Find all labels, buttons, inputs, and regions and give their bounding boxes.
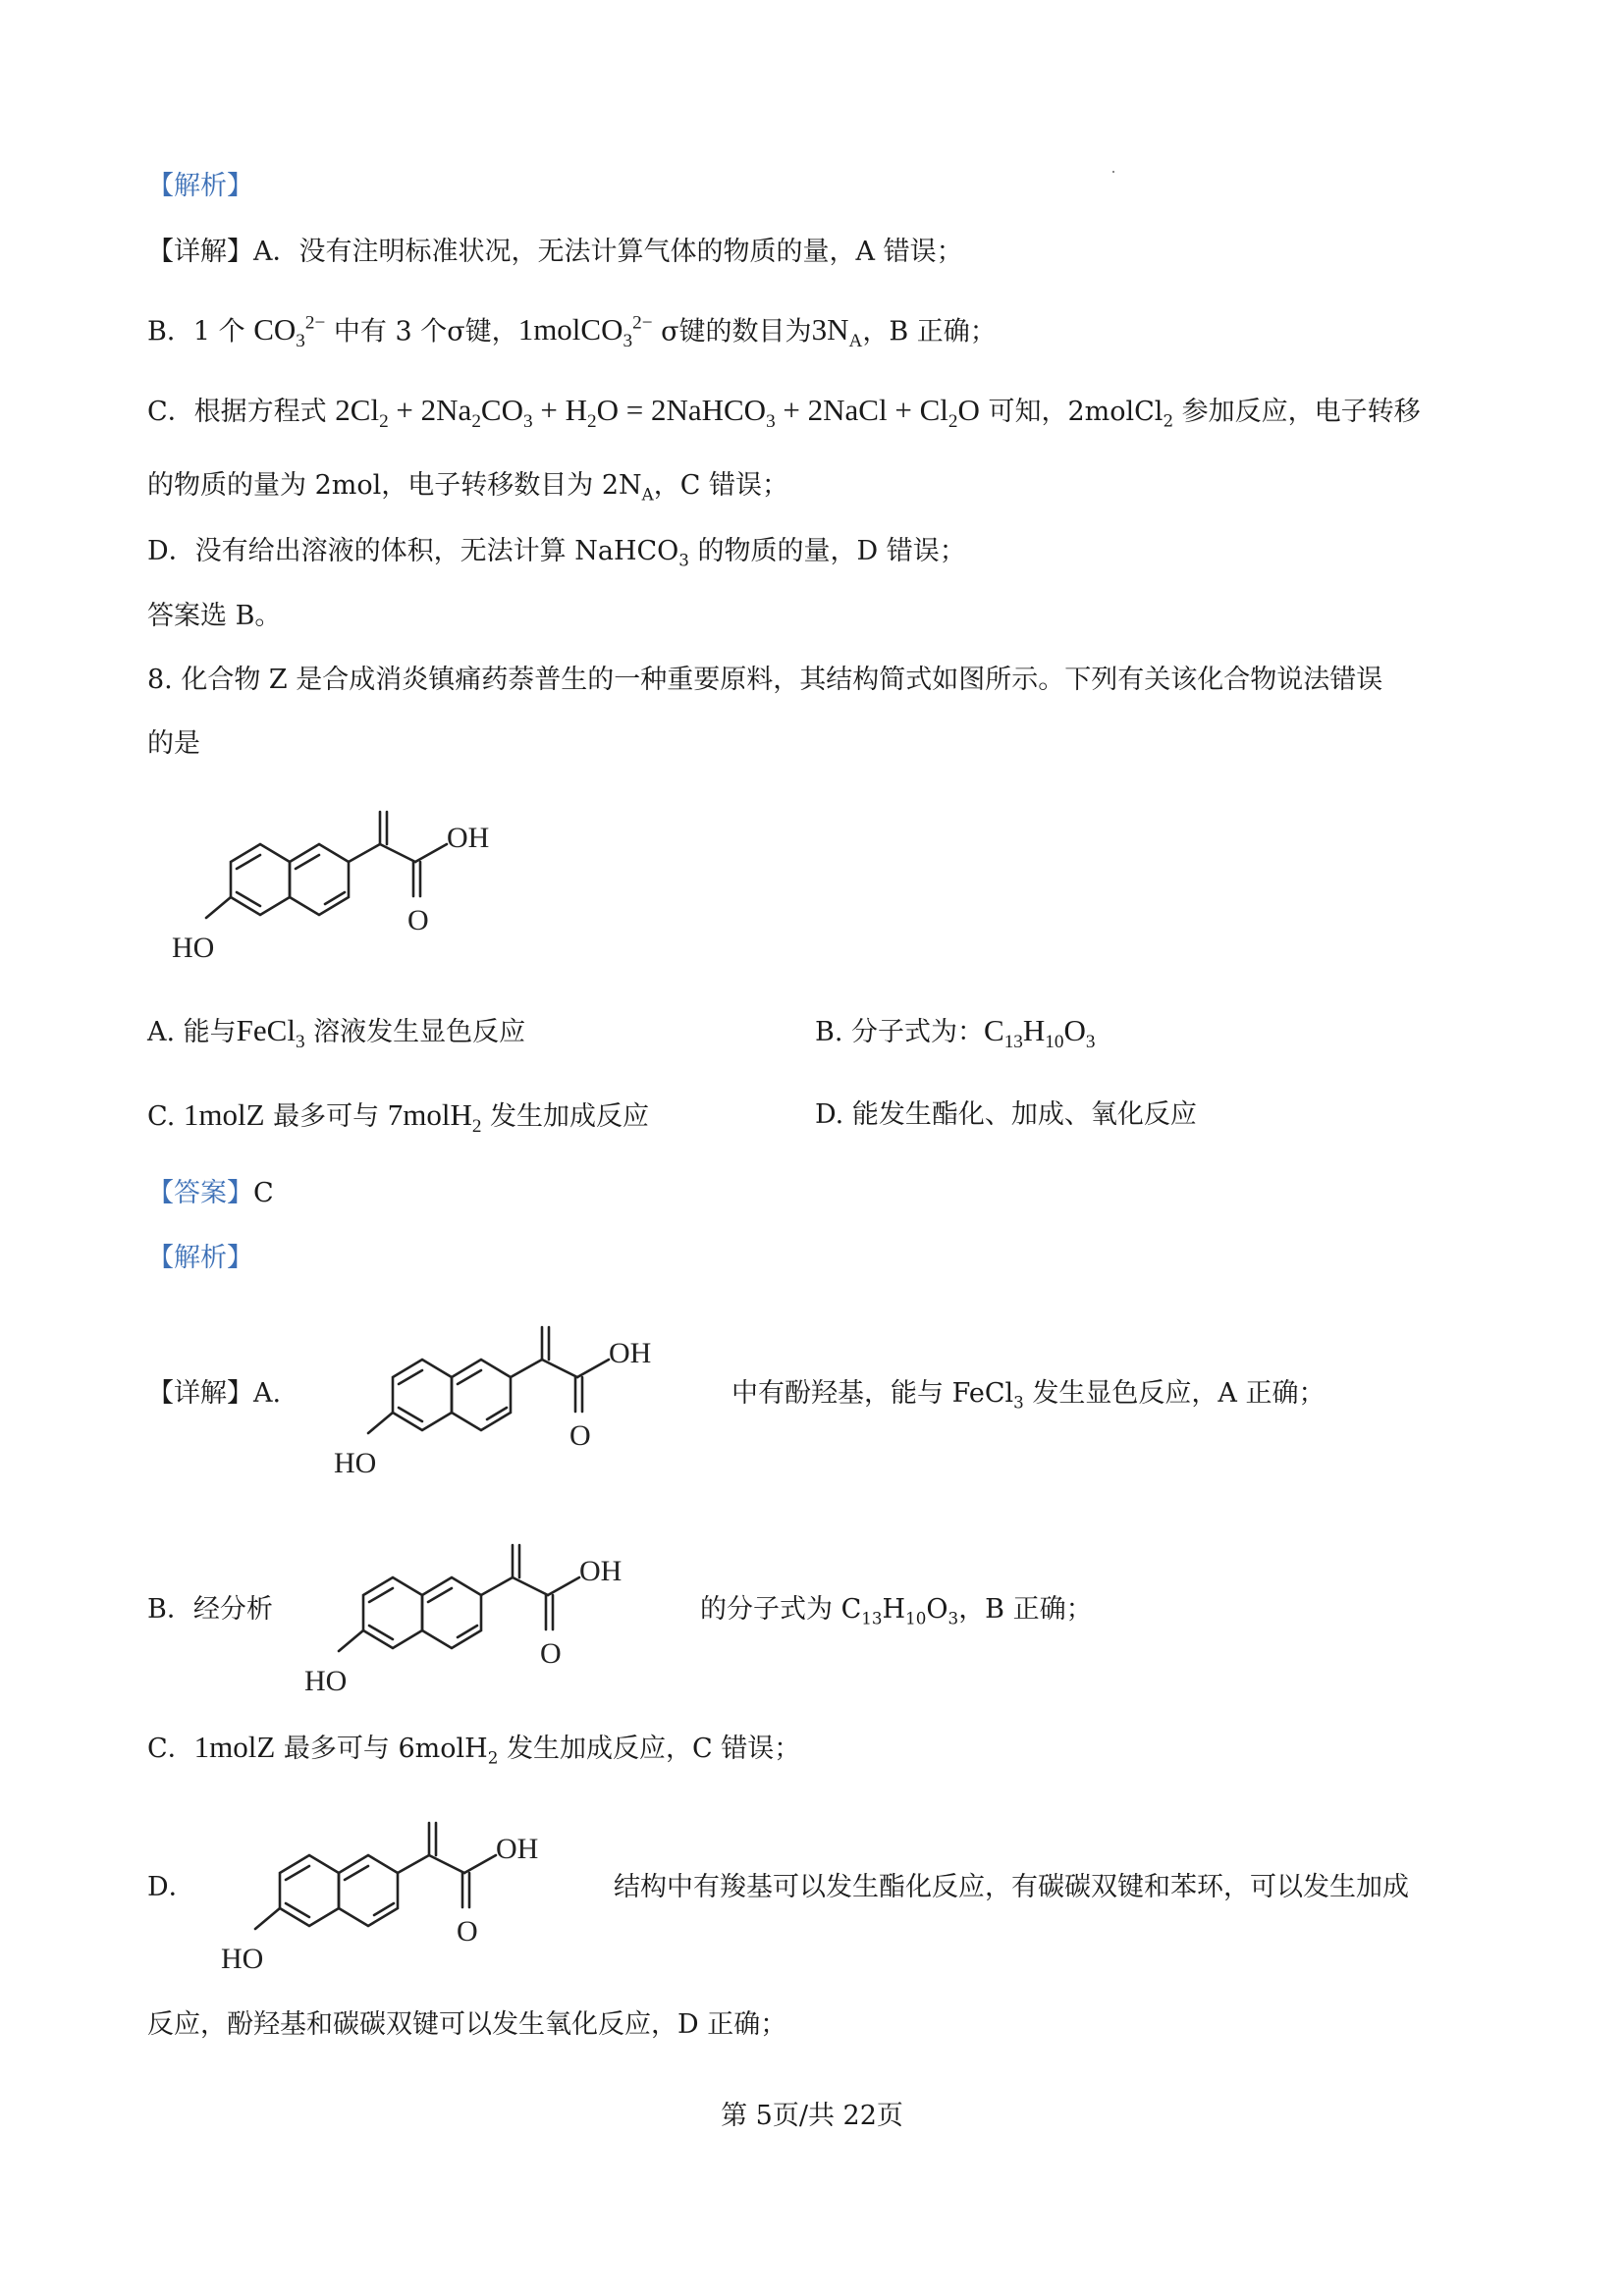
svg-text:HO: HO [304, 1665, 348, 1697]
detail-d-label: D． [147, 1872, 195, 1902]
detail-a-text: 中有酚羟基，能与 FeCl$_3$ 发生显色反应，A 正确； [731, 1378, 1326, 1413]
svg-text:O: O [569, 1419, 591, 1452]
detail-c-line1: C．根据方程式 $2Cl_2 + 2Na_2CO_3 + H_2O$ = 2NaHCO$_3$ + 2NaCl + $Cl_2O$ 可知，2molCl$_2$ 参加反应，电子转移 [147, 393, 1421, 433]
structure-z [162, 810, 574, 987]
svg-text:O: O [457, 1915, 478, 1948]
detail-c: C．1molZ 最多可与 6molH$_2$ 发生加成反应，C 错误； [147, 1730, 801, 1768]
page-footer: 第 5页/共 22页 [721, 2101, 903, 2131]
oh-label: OH [447, 822, 490, 854]
option-d: D. 能发生酯化、加成、氧化反应 [815, 1099, 1197, 1130]
option-a: A. 能与FeCl$_3$ 溶液发生显色反应 [147, 1013, 526, 1053]
svg-text:HO: HO [221, 1943, 264, 1975]
svg-text:HO: HO [334, 1447, 377, 1479]
svg-text:O: O [540, 1637, 562, 1670]
detail-a: 【详解】A．没有注明标准状况，无法计算气体的物质的量，A 错误； [147, 237, 963, 267]
detail-b-label: B．经分析 [147, 1594, 273, 1625]
structure-z-a [324, 1325, 736, 1502]
detail-c-line2: 的物质的量为 2mol，电子转移数目为 $2N_A$，C 错误； [147, 470, 788, 505]
detail-b-text: 的分子式为 $C_{13}H_{10}O_3$，B 正确； [700, 1594, 1093, 1629]
answer-line: 答案选 B。 [147, 601, 282, 631]
o-label: O [407, 904, 429, 936]
answer-heading: 【答案】C [147, 1178, 274, 1208]
option-b: B. 分子式为：$C_{13}H_{10}O_3$ [815, 1013, 1096, 1053]
analysis-heading-2: 【解析】 [147, 1243, 253, 1273]
q8-stem-line2: 的是 [147, 728, 200, 759]
detail-a-label: 【详解】A. [147, 1378, 282, 1409]
option-c: C. 1molZ 最多可与 7molH$_2$ 发生加成反应 [147, 1097, 650, 1138]
detail-d-line2: 反应，酚羟基和碳碳双键可以发生氧化反应，D 正确； [147, 2009, 787, 2040]
detail-b: B．1 个 $CO_3^{2-}$ 中有 3 个σ键，1molCO$_3^{2-}$ σ键的数目为$3N_A$，B 正确； [147, 312, 997, 352]
detail-d: D．没有给出溶液的体积，无法计算 NaHCO$_3$ 的物质的量，D 错误； [147, 536, 966, 570]
ho-label: HO [172, 932, 215, 964]
structure-z-d [211, 1821, 623, 1998]
svg-text:OH: OH [579, 1555, 623, 1587]
structure-z-b [295, 1543, 707, 1720]
analysis-heading: 【解析】 [147, 171, 253, 201]
q8-stem-line1: 8. 化合物 Z 是合成消炎镇痛药萘普生的一种重要原料，其结构简式如图所示。下列有关该化合物说法错误 [147, 665, 1383, 695]
detail-d-text: 结构中有羧基可以发生酯化反应，有碳碳双键和苯环，可以发生加成 [614, 1872, 1409, 1902]
svg-text:OH: OH [496, 1833, 539, 1865]
svg-text:OH: OH [609, 1337, 652, 1369]
